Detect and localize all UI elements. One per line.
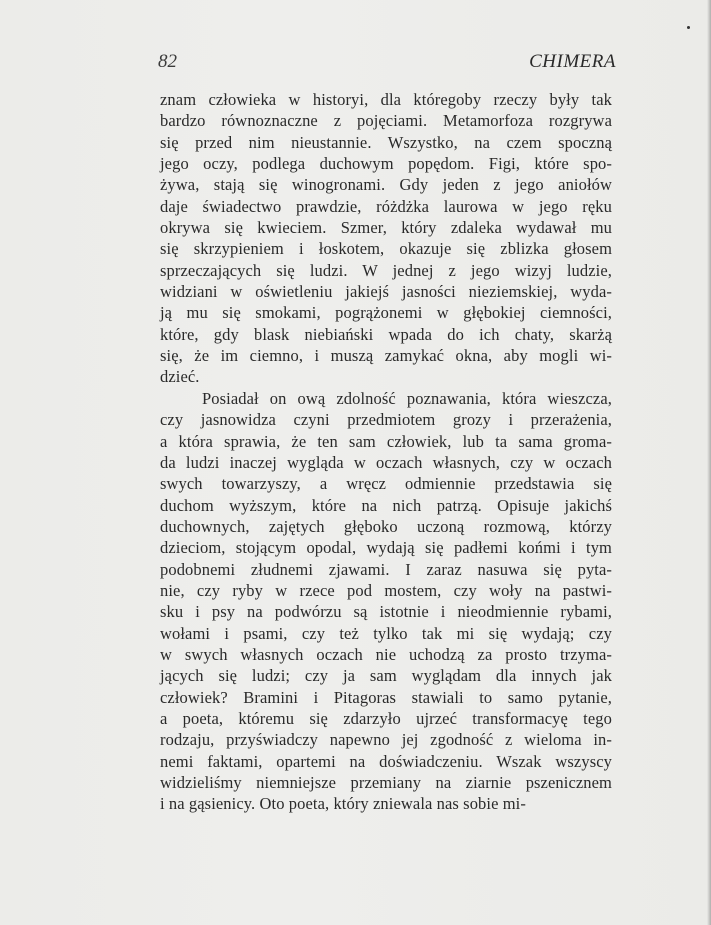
text-line: jego oczy, podlega duchowym popędom. Figi, które spo- — [160, 154, 612, 174]
text-line: bardzo równoznaczne z pojęciami. Metamorfoza rozgrywa — [160, 111, 612, 131]
text-line: w swych własnych oczach nie uchodzą za prosto trzyma- — [160, 644, 612, 664]
text-line: dzieciom, stojącym opodal, wydają się padłemi końmi i tym — [160, 538, 612, 558]
text-line: się skrzypieniem i łoskotem, okazuje się zblizka głosem — [160, 239, 612, 259]
body-text — [160, 89, 612, 815]
text-line: żywa, stają się winogronami. Gdy jeden z jego aniołów — [160, 175, 612, 195]
text-line: czy jasnowidza czyni przedmiotem grozy i przerażenia, — [160, 410, 612, 430]
text-line: i na gąsienicy. Oto poeta, który zniewala nas sobie mi- — [160, 794, 526, 814]
text-line: okrywa się kwieciem. Szmer, który zdaleka wydawał mu — [160, 218, 612, 238]
text-line: nemi faktami, opartemi na doświadczeniu. Wszak wszyscy — [160, 751, 612, 771]
page-number: 82 — [158, 51, 177, 72]
running-header — [158, 51, 616, 77]
running-title: CHIMERA — [529, 51, 616, 72]
text-line: da ludzi inaczej wygląda w oczach własnych, czy w oczach — [160, 452, 612, 472]
text-line: duchownych, zajętych głęboko uczoną rozmową, którzy — [160, 516, 612, 536]
text-line: nie, czy ryby w rzece pod mostem, czy woły na pastwi- — [160, 580, 612, 600]
text-line: a która sprawia, że ten sam człowiek, lub ta sama groma- — [160, 431, 612, 451]
text-line: widziani w oświetleniu jakiejś jasności nieziemskiej, wyda- — [160, 282, 612, 302]
text-line: się przed nim nieustannie. Wszystko, na czem spoczną — [160, 132, 612, 152]
text-line: widzieliśmy niemniejsze przemiany na ziarnie pszenicznem — [160, 773, 612, 792]
text-line: jących się ludzi; czy ja sam wyglądam dla innych jak — [160, 666, 612, 686]
text-line: które, gdy blask niebiański wpada do ich chaty, skarżą — [160, 324, 612, 344]
text-line: ją mu się smokami, pogrążonemi w głębokiej ciemności, — [160, 303, 612, 323]
text-line: podobnemi złudnemi zjawami. I zaraz nasuwa się pyta- — [160, 559, 612, 579]
text-line: daje świadectwo prawdzie, różdżka laurowa w jego ręku — [160, 196, 612, 216]
text-line: Posiadał on ową zdolność poznawania, która wieszcza, — [202, 388, 612, 408]
text-line: znam człowieka w historyi, dla któregoby rzeczy były tak — [160, 90, 612, 109]
text-line: duchom wyższym, które na nich patrzą. Opisuje jakichś — [160, 495, 612, 515]
text-line: człowiek? Bramini i Pitagoras stawiali to samo pytanie, — [160, 687, 612, 707]
text-line: swych towarzyszy, a wręcz odmiennie przedstawia się — [160, 474, 612, 494]
paragraph — [160, 89, 612, 388]
text-line: sprzeczających się ludzi. W jednej z jego wizyj ludzie, — [160, 260, 612, 280]
text-line: dzieć. — [160, 367, 200, 387]
text-line: się, że im ciemno, i muszą zamykać okna, aby mogli wi- — [160, 346, 612, 366]
page-edge-shadow — [707, 0, 711, 925]
text-line: a poeta, któremu się zdarzyło ujrzeć transformacyę tego — [160, 708, 612, 728]
text-line: rodzaju, przyświadczy napewno jej zgodność z wieloma in- — [160, 730, 612, 750]
paragraph — [160, 388, 612, 815]
scan-speck — [687, 26, 690, 29]
text-line: wołami i psami, czy też tylko tak mi się wydają; czy — [160, 623, 612, 643]
text-line: sku i psy na podwórzu są istotnie i nieodmiennie rybami, — [160, 602, 612, 622]
